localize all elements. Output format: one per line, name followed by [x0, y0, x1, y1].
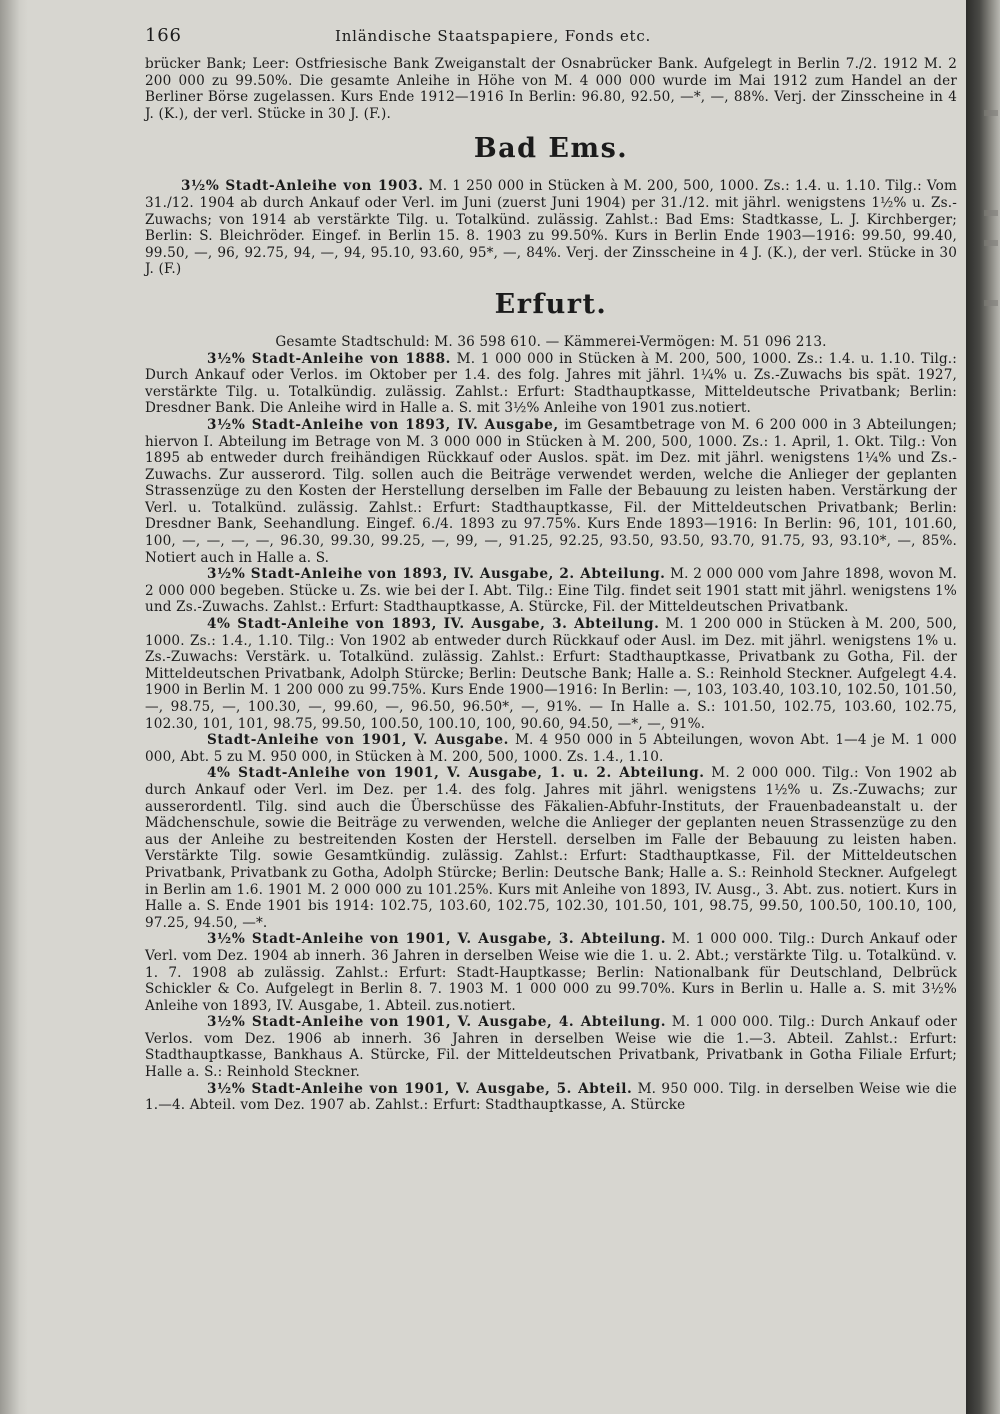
entry-title: 4% Stadt-Anleihe von 1901, V. Ausgabe, 1. u. 2. Abteilung.: [207, 765, 705, 782]
gutter-shadow: [0, 0, 28, 1414]
entry-text: M. 1 250 000 in Stücken à M. 200, 500, 1000. Zs.: 1.4. u. 1.10. Tilg.: Vom 31./12. 1904 ab durch Ankauf oder Verl. im Juni (zuerst Juni 1904) per 31./12. mit jährl. wenigstens 1½% u. Zs.-Zuwachs; von 1914 ab verstärkte Tilg. u. Totalkünd. zulässig. Zahlst.: Bad Ems: Stadtkasse, L. J. Kirchberger; Berlin: S. Bleichröder. Eingef. in Berlin 15. 8. 1903 zu 99.50%. Kurs in Berlin Ende 1903—1916: 99.50, 99.40, 99.50, —, 96, 92.75, 94, —, 94, 95.10, 93.60, 95*, —, 84%. Verj. der Zinsscheine in 4 J. (K.), der verl. Stücke in 30 J. (F.): [145, 178, 958, 278]
entry-erfurt-1901-v: [145, 732, 957, 765]
entry-title: 3½% Stadt-Anleihe von 1888.: [207, 350, 452, 367]
entry-text: M. 1 000 000. Tilg.: Durch Ankauf oder Verl. vom Dez. 1904 ab innerh. 36 Jahren in derselben Weise wie die 1. u. 2. Abt.; verstärkte Tilg. u. Totalkünd. v. 1. 7. 1908 ab zulässig. Zahlst.: Erfurt: Stadt-Hauptkasse; Berlin: Nationalbank für Deutschland, Delbrück Schickler & Co. Aufgelegt in Berlin 8. 7. 1903 M. 1 000 000 zu 99.70%. Kurs in Berlin u. Halle a. S. mit 3½% Anleihe von 1893, IV. Ausgabe, 1. Abteil. zus.notiert.: [145, 931, 957, 1014]
erfurt-debt-line: Gesamte Stadtschuld: M. 36 598 610. — Kämmerei-Vermögen: M. 51 096 213.: [275, 333, 827, 350]
entry-erfurt-1888: [145, 351, 957, 417]
entry-title: 3½% Stadt-Anleihe von 1893, IV. Ausgabe,: [207, 416, 559, 433]
entry-text: im Gesamtbetrage von M. 6 200 000 in 3 Abteilungen; hiervon I. Abteilung im Betrage von M. 3 000 000 in Stücken à M. 200, 500, 1000. Zs.: 1. April, 1. Okt. Tilg.: Von 1895 ab entweder durch freihändigen Rückkauf oder Auslos. spät. im Dez. mit jährl. wenigstens 1¼% und Zs.-Zuwachs. Zur ausserord. Tilg. sollen auch die Beiträge verwendet werden, welche die Anlieger der geplanten Strassenzüge zu den Kosten der Herstellung derselben im Falle der Bebauung zu leisten haben. Verstärkung der Verl. u. Totalkünd. zulässig. Zahlst.: Erfurt: Stadthauptkasse, Fil. der Mitteldeutschen Privatbank; Berlin: Dresdner Bank, Seehandlung. Eingef. 6./4. 1893 zu 97.75%. Kurs Ende 1893—1916: In Berlin: 96, 101, 101.60, 100, —, —, —, —, 96.30, 99.30, 99.25, —, 99, —, 91.25, 92.25, 93.50, 93.50, 93.70, 91.75, 93, 93.10*, —, 85%. Notiert auch in Halle a. S.: [145, 416, 958, 566]
entry-text: M. 2 000 000. Tilg.: Von 1902 ab durch Ankauf oder Verl. im Dez. per 1.4. des folg. Jahres mit jährl. wenigstens 1½% u. Zs.-Zuwachs; zur ausserordentl. Tilg. sind auch die Überschüsse des Fäkalien-Abfuhr-Instituts, der Frauenbadeanstalt u. der Mädchenschule, sowie die Beiträge zu verwenden, welche die Anlieger der geplanten neuen Strassenzüge zu den aus der Anleihe zu bestreitenden Kosten der Herstell. derselben im Falle der Bebauung zu leisten haben. Verstärkte Tilg. sowie Gesamtkündig. zulässig. Zahlst.: Erfurt: Stadthauptkasse, Fil. der Mitteldeutschen Privatbank, Privatbank zu Gotha, Adolph Stürcke; Berlin: Deutsche Bank; Halle a. S.: Reinhold Steckner. Aufgelegt in Berlin am 1.6. 1901 M. 2 000 000 zu 101.25%. Kurs mit Anleihe von 1893, IV. Ausg., 3. Abt. zus. notiert. Kurs in Halle a. S. Ende 1901 bis 1914: 102.75, 103.60, 102.75, 102.30, 101.50, 101, 98.75, 99.50, 100.50, 100.10, 100, 97.25, 94.50, —*.: [145, 765, 957, 931]
entry-text: M. 1 000 000 in Stücken à M. 200, 500, 1000. Zs.: 1.4. u. 1.10. Tilg.: Durch Ankauf oder Verlos. im Oktober per 1.4. des folg. Jahres mit jährl. 1¼% u. Zs.-Zuwachs bis spät. 1927, verstärkte Tilg. u. Totalkündig. zulässig. Zahlst.: Erfurt: Stadthauptkasse, Mitteldeutsche Privatbank; Berlin: Dresdner Bank. Die Anleihe wird in Halle a. S. mit 3½% Anleihe von 1901 zus.notiert.: [145, 350, 958, 417]
page-content: [145, 25, 958, 1114]
entry-text: M. 950 000. Tilg. in derselben Weise wie die 1.—4. Abteil. vom Dez. 1907 ab. Zahlst.: Erfurt: Stadthauptkasse, A. Stürcke: [145, 1080, 957, 1114]
entry-erfurt-1901-v-1-2: [145, 765, 957, 931]
page-header: [145, 25, 957, 56]
entry-text: M. 4 950 000 in 5 Abteilungen, wovon Abt. 1—4 je M. 1 000 000, Abt. 5 zu M. 950 000, in Stücken à M. 200, 500, 1000. Zs. 1.4., 1.10.: [145, 732, 957, 765]
section-heading-erfurt: Erfurt.: [494, 288, 608, 320]
entry-erfurt-1893-iv-3: [145, 616, 957, 732]
entry-erfurt-1901-v-5: [145, 1081, 957, 1114]
entry-title: 3½% Stadt-Anleihe von 1903.: [181, 178, 424, 195]
entry-title: Stadt-Anleihe von 1901, V. Ausgabe.: [207, 732, 509, 749]
entry-erfurt-1901-v-3: [145, 931, 957, 1014]
entry-text: M. 1 200 000 in Stücken à M. 200, 500, 1000. Zs.: 1.4., 1.10. Tilg.: Von 1902 ab entweder durch Rückkauf oder Ausl. im Dez. mit jährl. wenigstens 1% u. Zs.-Zuwachs: Verstärk. u. Totalkünd. zulässig. Zahlst.: Erfurt: Stadthauptkasse, Privatbank zu Gotha, Fil. der Mitteldeutschen Privatbank, Adolph Stürcke; Berlin: Deutsche Bank; Halle a. S.: Reinhold Steckner. Aufgelegt 4.4. 1900 in Berlin M. 1 200 000 zu 99.75%. Kurs Ende 1900—1916: In Berlin: —, 103, 103.40, 103.10, 102.50, 101.50, —, 98.75, —, 100.30, —, 99.60, —, 96.50, 96.50*, —, 91%. — In Halle a. S.: 101.50, 102.75, 103.60, 102.75, 102.30, 101, 101, 98.75, 99.50, 100.50, 100.10, 100, 90.60, 94.50, —*, —, 91%.: [145, 616, 957, 732]
entry-text: M. 1 000 000. Tilg.: Durch Ankauf oder Verlos. vom Dez. 1906 ab innerh. 36 Jahren in derselben Weise wie die 1.—3. Abteil. Zahlst.: Erfurt: Stadthauptkasse, Bankhaus A. Stürcke, Fil. der Mitteldeutschen Privatbank, Privatbank in Gotha Filiale Erfurt; Halle a. S.: Reinhold Steckner.: [145, 1014, 957, 1081]
intro-paragraph: brücker Bank; Leer: Ostfriesische Bank Zweiganstalt der Osnabrücker Bank. Aufgelegt in Berlin 7./2. 1912 M. 2 200 000 zu 99.50%. Die gesamte Anleihe in Höhe von M. 4 000 000 wurde im Mai 1912 zum Handel an der Berliner Börse zugelassen. Kurs Ende 1912—1916 In Berlin: 96.80, 92.50, —*, —, 88%. Verj. der Zinsscheine in 4 J. (K.), der verl. Stücke in 30 J. (F.).: [145, 56, 957, 122]
entry-erfurt-1893-iv: [145, 417, 957, 566]
section-heading-bad-ems: Bad Ems.: [473, 133, 629, 165]
entry-title: 3½% Stadt-Anleihe von 1893, IV. Ausgabe, 2. Abteilung.: [207, 566, 666, 583]
entry-erfurt-1901-v-4: [145, 1014, 957, 1080]
adjacent-page-edge: [966, 0, 1000, 1414]
entry-title: 3½% Stadt-Anleihe von 1901, V. Ausgabe, 4. Abteilung.: [207, 1014, 667, 1031]
entry-bad-ems-1903: [145, 178, 957, 278]
entry-text: M. 2 000 000 vom Jahre 1898, wovon M. 2 000 000 begeben. Stücke u. Zs. wie bei der I. Abt. Tilg.: Eine Tilg. findet seit 1901 statt mit jährl. wenigstens 1% und Zs.-Zuwachs. Zahlst.: Erfurt: Stadthauptkasse, A. Stürcke, Fil. der Mitteldeutschen Privatbank.: [145, 566, 957, 616]
bleed-mark: [984, 110, 998, 116]
page-number: 166: [145, 25, 182, 46]
bleed-mark: [984, 300, 998, 306]
entry-title: 3½% Stadt-Anleihe von 1901, V. Ausgabe, 5. Abteil.: [207, 1080, 633, 1097]
entry-title: 3½% Stadt-Anleihe von 1901, V. Ausgabe, 3. Abteilung.: [207, 931, 667, 948]
bleed-mark: [984, 240, 998, 246]
running-title: Inländische Staatspapiere, Fonds etc.: [335, 27, 652, 45]
entry-erfurt-1893-iv-2: [145, 566, 957, 616]
entry-title: 4% Stadt-Anleihe von 1893, IV. Ausgabe, 3. Abteilung.: [207, 616, 660, 633]
bleed-mark: [984, 210, 998, 216]
